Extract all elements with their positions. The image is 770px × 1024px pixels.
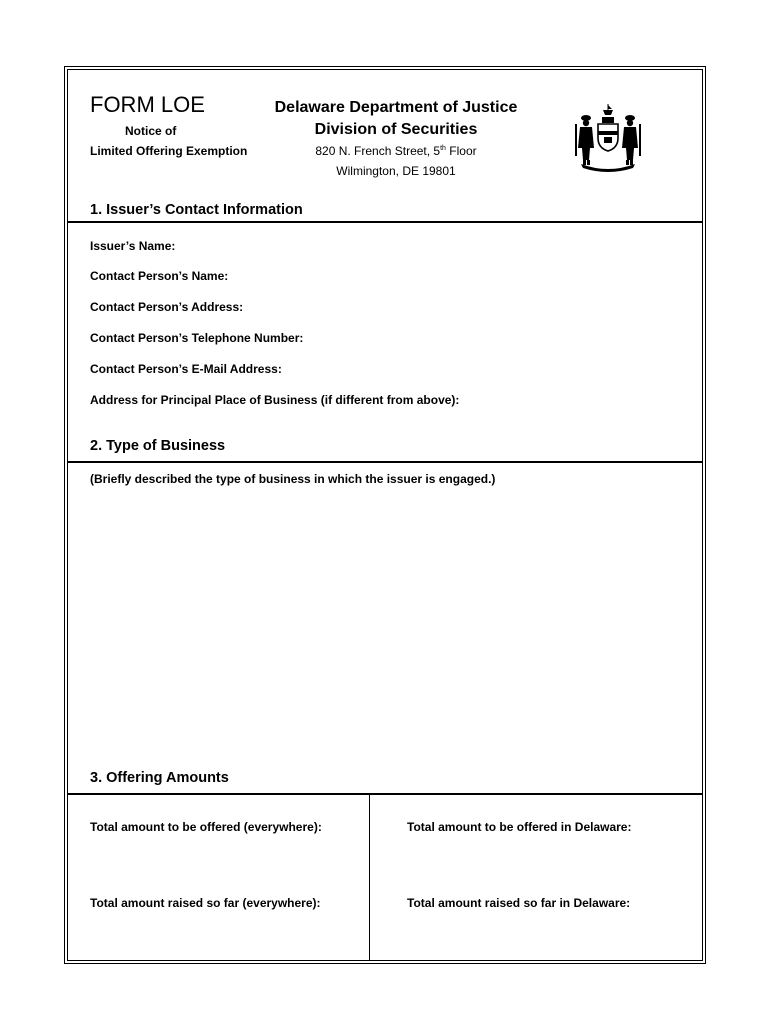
business-type-field[interactable]: (Briefly described the type of business in which the issuer is engaged.) xyxy=(90,472,496,486)
agency-name: Delaware Department of Justice xyxy=(274,99,518,116)
city-address: Wilmington, DE 19801 xyxy=(336,164,456,178)
contact-email-field[interactable]: Contact Person’s E-Mail Address: xyxy=(90,362,282,376)
principal-business-address-field[interactable]: Address for Principal Place of Business (if different from above): xyxy=(90,393,460,407)
amount-raised-delaware-field[interactable]: Total amount raised so far in Delaware: xyxy=(407,896,631,910)
contact-address-field[interactable]: Contact Person’s Address: xyxy=(90,300,244,314)
amount-offered-everywhere-field[interactable]: Total amount to be offered (everywhere): xyxy=(90,820,322,834)
section-2-heading: 2. Type of Business xyxy=(90,438,226,454)
delaware-state-seal-icon xyxy=(573,104,643,174)
amount-offered-delaware-field[interactable]: Total amount to be offered in Delaware: xyxy=(407,820,632,834)
column-divider xyxy=(369,794,370,961)
section-divider xyxy=(67,461,703,463)
section-1-heading: 1. Issuer’s Contact Information xyxy=(90,202,303,218)
issuer-name-field[interactable]: Issuer’s Name: xyxy=(90,239,176,253)
notice-of-label: Notice of xyxy=(125,124,177,138)
contact-phone-field[interactable]: Contact Person’s Telephone Number: xyxy=(90,331,304,345)
division-name: Division of Securities xyxy=(314,121,478,138)
street-address: 820 N. French Street, 5th Floor xyxy=(315,144,477,158)
amount-raised-everywhere-field[interactable]: Total amount raised so far (everywhere): xyxy=(90,896,321,910)
section-3-heading: 3. Offering Amounts xyxy=(90,770,229,786)
section-divider xyxy=(67,221,703,223)
contact-name-field[interactable]: Contact Person’s Name: xyxy=(90,269,229,283)
notice-subtitle: Limited Offering Exemption xyxy=(90,144,248,158)
form-title: FORM LOE xyxy=(90,92,205,117)
section-divider xyxy=(67,793,703,795)
